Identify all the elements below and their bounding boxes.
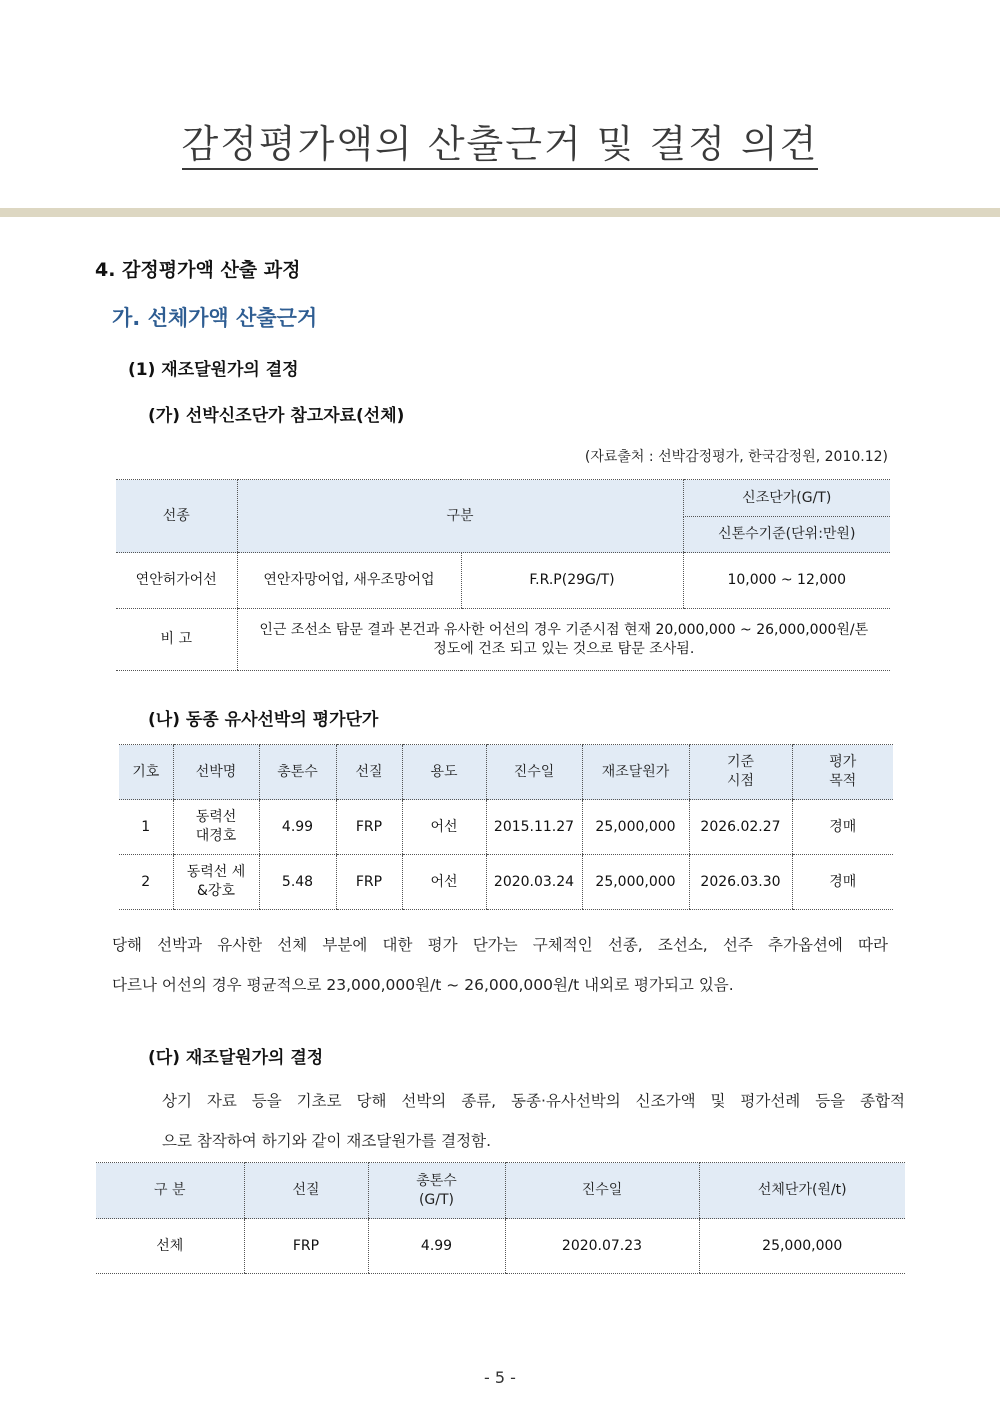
table-cell: 경매 — [792, 855, 893, 910]
header-cell: 선질 — [336, 745, 402, 800]
cell-note-label: 비 고 — [116, 609, 237, 671]
section-heading-ga: 가. 선체가액 산출근거 — [112, 306, 318, 330]
table-cell: 4.99 — [368, 1219, 505, 1274]
table-row — [119, 800, 893, 855]
table-cell: 선체 — [96, 1219, 244, 1274]
header-cell: 선체단가(원/t) — [699, 1163, 905, 1219]
replacement-cost-paragraph — [162, 1081, 905, 1161]
table-cell: 2026.03.30 — [689, 855, 792, 910]
header-unit: 신톤수기준(단위:만원) — [683, 517, 890, 553]
table-cell: 1 — [119, 800, 173, 855]
subsection-heading-na: (나) 동종 유사선박의 평가단가 — [148, 710, 379, 730]
header-cell: 평가 목적 — [792, 745, 893, 800]
page-title: 감정평가액의 산출근거 및 결정 의견 — [0, 120, 1000, 169]
table-cell: FRP — [336, 800, 402, 855]
section-heading-4: 4. 감정평가액 산출 과정 — [95, 259, 301, 281]
header-divider — [0, 208, 1000, 217]
table-cell: 동력선 대경호 — [173, 800, 259, 855]
cell-fishery: 연안자망어업, 새우조망어업 — [237, 553, 461, 609]
paragraph-line: 다르나 어선의 경우 평균적으로 23,000,000원/t ~ 26,000,000원/t 내외로 평가되고 있음. — [112, 976, 734, 994]
table-row — [96, 1219, 905, 1274]
cell-spec: F.R.P(29G/T) — [461, 553, 683, 609]
header-cell: 선박명 — [173, 745, 259, 800]
table-cell: FRP — [336, 855, 402, 910]
table-cell: 어선 — [402, 855, 486, 910]
header-newbuild-price: 신조단가(G/T) — [683, 480, 890, 517]
header-cell: 총톤수 (G/T) — [368, 1163, 505, 1219]
source-note: (자료출처 : 선박감정평가, 한국감정원, 2010.12) — [584, 449, 888, 465]
header-cell: 총톤수 — [259, 745, 336, 800]
header-ship-type: 선종 — [116, 480, 237, 553]
header-cell: 기호 — [119, 745, 173, 800]
cell-ship-type: 연안허가어선 — [116, 553, 237, 609]
page-number: - 5 - — [484, 1368, 516, 1387]
cell-note-text: 인근 조선소 탐문 결과 본건과 유사한 어선의 경우 기준시점 현재 20,000,000 ~ 26,000,000원/톤 정도에 건조 되고 있는 것으로 탐문 조사됨. — [237, 609, 890, 671]
table-cell: FRP — [244, 1219, 368, 1274]
header-cell: 기준 시점 — [689, 745, 792, 800]
header-cell: 재조달원가 — [582, 745, 689, 800]
table-row — [119, 855, 893, 910]
header-cell: 진수일 — [486, 745, 582, 800]
paragraph-line: 상기 자료 등을 기초로 당해 선박의 종류, 동종·유사선박의 신조가액 및 평가선례 등을 종합적 — [162, 1092, 905, 1110]
similar-vessel-table — [119, 744, 893, 910]
cell-price: 10,000 ~ 12,000 — [683, 553, 890, 609]
header-cell: 구 분 — [96, 1163, 244, 1219]
table-cell: 5.48 — [259, 855, 336, 910]
table-cell: 어선 — [402, 800, 486, 855]
newbuild-price-table — [116, 479, 890, 671]
header-cell: 진수일 — [505, 1163, 699, 1219]
table-cell: 4.99 — [259, 800, 336, 855]
subsection-heading-da: (다) 재조달원가의 결정 — [148, 1048, 324, 1068]
table-cell: 2020.07.23 — [505, 1219, 699, 1274]
subsection-heading-1: (1) 재조달원가의 결정 — [128, 360, 299, 380]
table-cell: 동력선 세&강호 — [173, 855, 259, 910]
replacement-cost-table — [96, 1162, 905, 1274]
header-cell: 용도 — [402, 745, 486, 800]
table-cell: 2015.11.27 — [486, 800, 582, 855]
table-cell: 25,000,000 — [699, 1219, 905, 1274]
table-cell: 25,000,000 — [582, 855, 689, 910]
subsection-heading-ga: (가) 선박신조단가 참고자료(선체) — [148, 406, 405, 426]
header-division: 구분 — [237, 480, 683, 553]
table-cell: 2026.02.27 — [689, 800, 792, 855]
table-cell: 2020.03.24 — [486, 855, 582, 910]
paragraph-line: 으로 참작하여 하기와 같이 재조달원가를 결정함. — [162, 1132, 492, 1150]
table-cell: 25,000,000 — [582, 800, 689, 855]
table-cell: 경매 — [792, 800, 893, 855]
table-cell: 2 — [119, 855, 173, 910]
similar-vessel-paragraph — [112, 925, 888, 1005]
header-cell: 선질 — [244, 1163, 368, 1219]
paragraph-line: 당해 선박과 유사한 선체 부분에 대한 평가 단가는 구체적인 선종, 조선소, 선주 추가옵션에 따라 — [112, 936, 888, 954]
